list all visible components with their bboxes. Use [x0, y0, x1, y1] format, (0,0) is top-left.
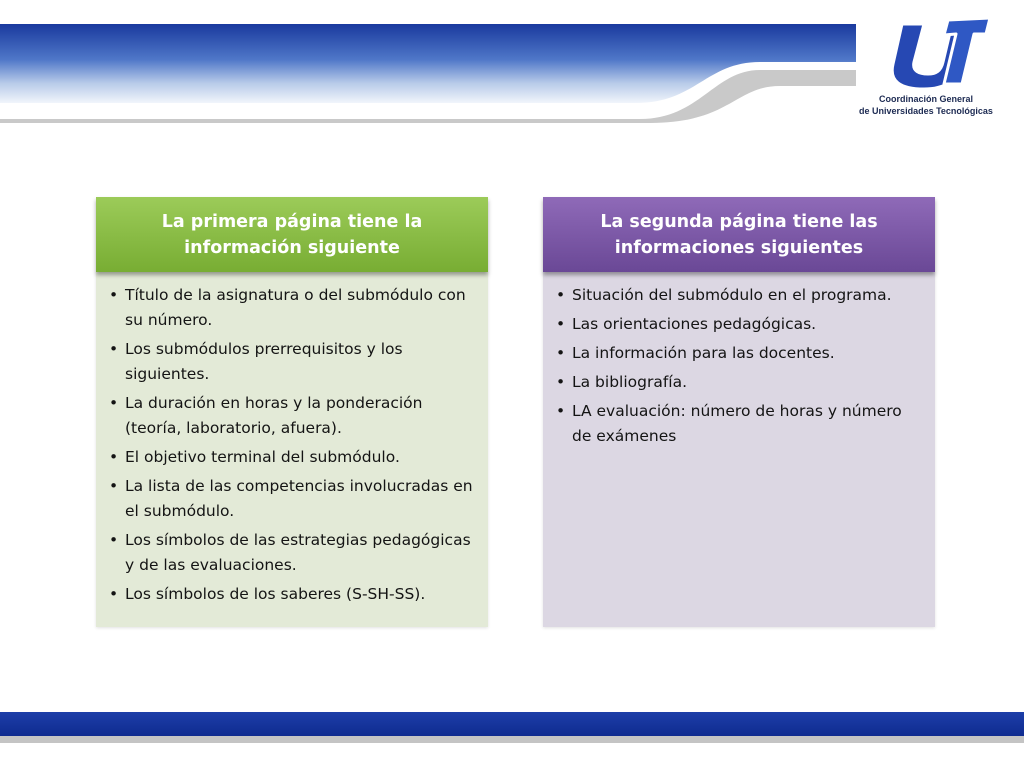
logo-caption-line2: de Universidades Tecnológicas: [859, 106, 993, 116]
ut-logo: [886, 14, 994, 94]
list-item: [106, 528, 476, 578]
list-item: [106, 582, 476, 607]
bullet-icon: •: [109, 394, 119, 412]
bullet-icon: •: [556, 315, 566, 333]
list-item-text: Los símbolos de las estrategias pedagógicas y de las evaluaciones.: [125, 531, 471, 574]
list-item-text: La información para las docentes.: [572, 344, 835, 362]
bullet-icon: •: [109, 448, 119, 466]
footer-bar: [0, 712, 1024, 736]
list-item: [553, 283, 923, 308]
bullet-icon: •: [556, 344, 566, 362]
logo-caption: [846, 93, 1006, 117]
list-item: [106, 283, 476, 333]
first-page-column: [96, 197, 488, 627]
list-item: [553, 341, 923, 366]
bullet-icon: •: [556, 402, 566, 420]
first-page-list: [106, 283, 476, 607]
header-wave-banner: [0, 0, 1024, 140]
bullet-icon: •: [556, 373, 566, 391]
first-page-body: [96, 272, 488, 627]
list-item-text: La bibliografía.: [572, 373, 688, 391]
bullet-icon: •: [109, 531, 119, 549]
list-item-text: LA evaluación: número de horas y número de exámenes: [572, 402, 902, 445]
list-item: [553, 370, 923, 395]
second-page-column: [543, 197, 935, 627]
list-item: [106, 474, 476, 524]
list-item: [106, 445, 476, 470]
list-item: [553, 399, 923, 449]
footer-shadow: [0, 736, 1024, 743]
list-item-text: La lista de las competencias involucradas en el submódulo.: [125, 477, 473, 520]
list-item: [106, 337, 476, 387]
list-item: [553, 312, 923, 337]
list-item: [106, 391, 476, 441]
list-item-text: Las orientaciones pedagógicas.: [572, 315, 817, 333]
second-page-list: [553, 283, 923, 449]
first-page-heading: La primera página tiene la información siguiente: [96, 197, 488, 272]
second-page-body: [543, 272, 935, 627]
second-page-heading: La segunda página tiene las informaciones siguientes: [543, 197, 935, 272]
list-item-text: Los símbolos de los saberes (S-SH-SS).: [125, 585, 426, 603]
bullet-icon: •: [109, 340, 119, 358]
list-item-text: Título de la asignatura o del submódulo con su número.: [125, 286, 466, 329]
list-item-text: Los submódulos prerrequisitos y los siguientes.: [125, 340, 403, 383]
bullet-icon: •: [109, 585, 119, 603]
list-item-text: La duración en horas y la ponderación (teoría, laboratorio, afuera).: [125, 394, 423, 437]
list-item-text: Situación del submódulo en el programa.: [572, 286, 892, 304]
bullet-icon: •: [109, 477, 119, 495]
logo-caption-line1: Coordinación General: [878, 94, 974, 104]
bullet-icon: •: [109, 286, 119, 304]
list-item-text: El objetivo terminal del submódulo.: [125, 448, 400, 466]
bullet-icon: •: [556, 286, 566, 304]
